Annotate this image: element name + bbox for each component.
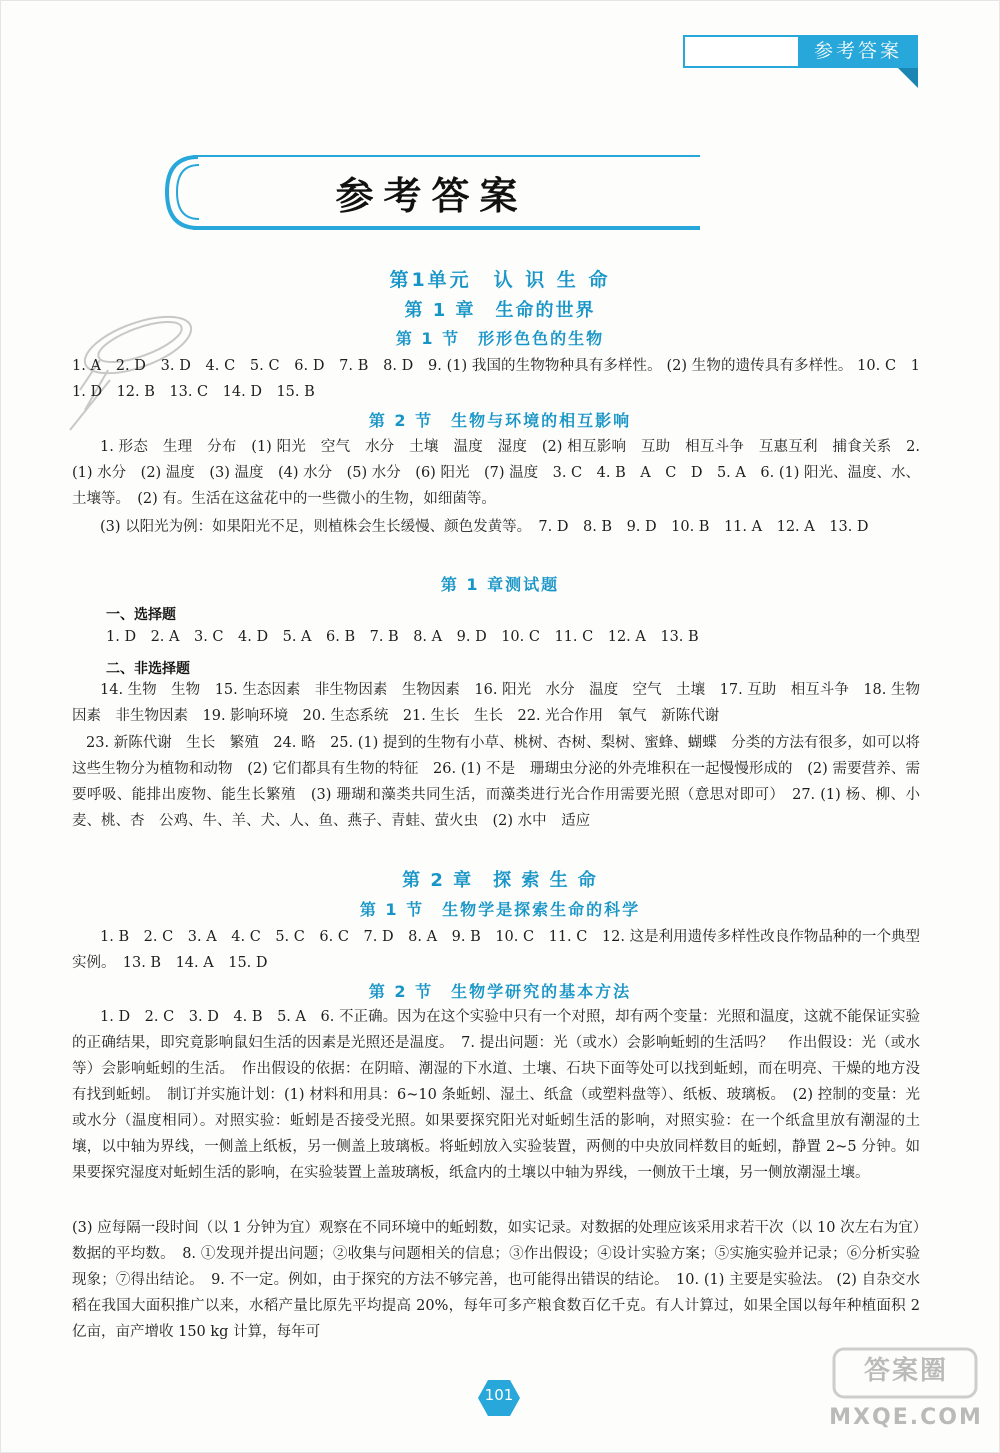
corner-logo-text: 答案圈 bbox=[863, 1356, 948, 1386]
header-tab-fold bbox=[898, 68, 918, 88]
corner-logo-url: MXQE.COM bbox=[829, 1405, 983, 1430]
chapter-2-title: 第 2 章 探 索 生 命 bbox=[402, 870, 598, 891]
ch2-sec2-title: 第 2 节 生物学研究的基本方法 bbox=[368, 982, 632, 1001]
header-box bbox=[683, 35, 798, 68]
test-choice-answers: 1. D 2. A 3. C 4. D 5. A 6. B 7. B 8. A 9. D 10. C 11. C 12. A 13. B bbox=[106, 629, 699, 645]
ch1-sec2-answers-cont: (3) 以阳光为例：如果阳光不足，则植株会生长缓慢、颜色发黄等。 7. D 8. B 9. D 10. B 11. A 12. A 13. D bbox=[100, 519, 869, 535]
unit-title: 第1单元 认 识 生 命 bbox=[389, 269, 611, 291]
ch2-sec1-title: 第 1 节 生物学是探索生命的科学 bbox=[359, 900, 641, 919]
test-nonchoice-answers-cont: 23. 新陈代谢 生长 繁殖 24. 略 25. (1) 提到的生物有小草、桃树、杏树、梨树、蜜蜂、蝴蝶 分类的方法有很多，如可以将这些生物分为植物和动物 (2) 它们都具有生物的特征 26. (1) 不是 珊瑚虫分泌的外壳堆积在一起慢慢形成的 (2) 需要营养、需要呼吸、能排出废物、能生长繁殖 (3) 珊瑚和藻类共同生活，而藻类进行光合作用需要光照（意思对即可） 27. (1) 杨、柳、小麦、桃、杏 公鸡、牛、羊、犬、人、鱼、燕子、青蛙、萤火虫 (2) 水中 适应 bbox=[72, 735, 920, 829]
page-number: 101 bbox=[484, 1386, 514, 1404]
ch1-sec1-title: 第 1 节 形形色色的生物 bbox=[395, 329, 605, 348]
title-top-line bbox=[193, 155, 700, 157]
ch1-sec2-title: 第 2 节 生物与环境的相互影响 bbox=[368, 411, 632, 430]
ch1-sec2-answers: 1. 形态 生理 分布 (1) 阳光 空气 水分 土壤 温度 湿度 (2) 相互影响 互助 相互斗争 互惠互利 捕食关系 2. (1) 水分 (2) 温度 (3) 温度 (4) 水分 (5) 水分 (6) 阳光 (7) 温度 3. C 4. B A C D 5. A 6. (1) 阳光、温度、水、土壤等。 (2) 有。生活在这盆花中的一些微小的生物，如细菌等。 bbox=[72, 439, 920, 507]
ch2-sec2-answers-cont: (3) 应每隔一段时间（以 1 分钟为宜）观察在不同环境中的蚯蚓数，如实记录。对数据的处理应该采用求若干次（以 10 次左右为宜）数据的平均数。 8. ①发现并提出问题；②收集与问题相关的信息；③作出假设；④设计实验方案；⑤实施实验并记录；⑥分析实验现象；⑦得出结论。 9. 不一定。例如，由于探究的方法不够完善，也可能得出错误的结论。 10. (1) 主要是实验法。 (2) 自杂交水稻在我国大面积推广以来，水稻产量比原先平均提高 20%，每年可多产粮食数百亿千克。有人计算过，如果全国以每年种植面积 2 亿亩，亩产增收 150 kg 计算，每年可 bbox=[72, 1220, 920, 1340]
main-title-frame bbox=[163, 155, 700, 230]
ch1-sec1-answers: 1. A 2. D 3. D 4. C 5. C 6. D 7. B 8. D 9. (1) 我国的生物物种具有多样性。 (2) 生物的遗传具有多样性。 10. C 11. D 12. B 13. C 14. D 15. B bbox=[72, 358, 920, 400]
ch2-sec2-answers: 1. D 2. C 3. D 4. B 5. A 6. 不正确。因为在这个实验中只有一个对照，却有两个变量：光照和温度，这就不能保证实验的正确结果，即究竟影响鼠妇生活的因素是光照还是温度。 7. 提出问题：光（或水）会影响蚯蚓的生活吗？ 作出假设：光（或水等）会影响蚯蚓的生活。 作出假设的依据：在阴暗、潮湿的下水道、土壤、石块下面等处可以找到蚯蚓，而在明亮、干燥的地方没有找到蚯蚓。 制订并实施计划：(1) 材料和用具：6~10 条蚯蚓、湿土、纸盒（或塑料盘等）、纸板、玻璃板。 (2) 控制的变量：光或水分（温度相同）。对照实验：蚯蚓是否接受光照。如果要探究阳光对蚯蚓生活的影响，对照实验：在一个纸盒里放有潮湿的土壤，以中轴为界线，一侧盖上纸板，另一侧盖上玻璃板。将蚯蚓放入实验装置，两侧的中央放同样数目的蚯蚓，静置 2~5 分钟。如果要探究湿度对蚯蚓生活的影响，在实验装置上盖玻璃板，纸盒内的土壤以中轴为界线，一侧放干土壤，另一侧放潮湿土壤。 bbox=[72, 1009, 920, 1181]
test-section-nonchoice-label: 二、非选择题 bbox=[106, 661, 190, 677]
header-tab: 参考答案 bbox=[798, 35, 918, 68]
main-title: 参考答案 bbox=[335, 174, 528, 218]
ch1-test-title: 第 1 章测试题 bbox=[440, 575, 560, 594]
test-nonchoice-answers: 14. 生物 生物 15. 生态因素 非生物因素 生物因素 16. 阳光 水分 温度 空气 土壤 17. 互助 相互斗争 18. 生物因素 非生物因素 19. 影响环境 20. 生态系统 21. 生长 生长 22. 光合作用 氧气 新陈代谢 bbox=[72, 682, 920, 724]
title-bottom-line bbox=[193, 226, 700, 230]
chapter-1-title: 第 1 章 生命的世界 bbox=[404, 300, 596, 321]
test-section-choice-label: 一、选择题 bbox=[106, 607, 176, 623]
ch2-sec1-answers: 1. B 2. C 3. A 4. C 5. C 6. C 7. D 8. A 9. B 10. C 11. C 12. 这是利用遗传多样性改良作物品种的一个典型实例。 13. B 14. A 15. D bbox=[72, 929, 920, 971]
